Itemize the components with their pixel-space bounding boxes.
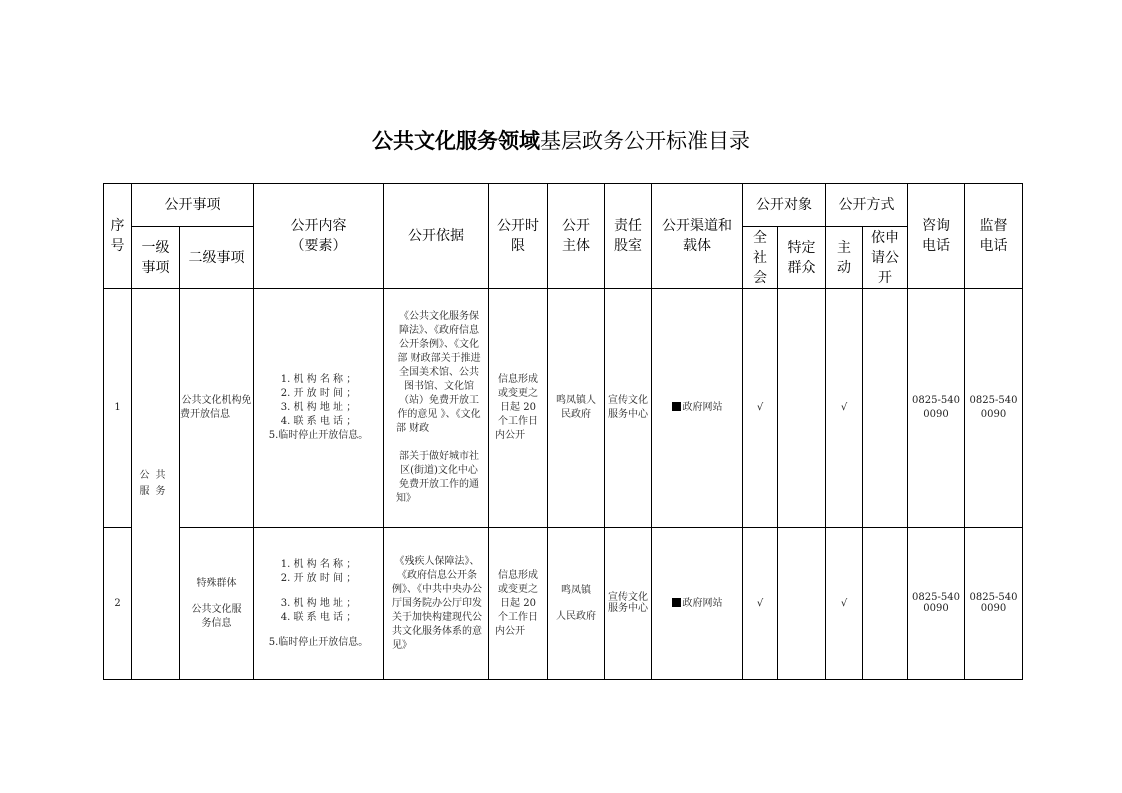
header-seq: 序号 <box>104 184 132 289</box>
square-bullet-icon <box>672 598 681 607</box>
title-bold-part: 公共文化服务领域 <box>372 129 540 153</box>
header-consult: 咨询电话 <box>908 184 965 289</box>
table-row <box>104 289 1023 528</box>
row-target-specific <box>778 289 826 528</box>
page-title <box>0 127 1122 155</box>
header-mode: 公开方式 <box>826 184 908 227</box>
row-level2: 公共文化机构免费开放信息 <box>180 289 254 528</box>
header-level1: 一级事项 <box>132 227 180 289</box>
square-bullet-icon <box>672 402 681 411</box>
row-basis: 《残疾人保障法》、《政府信息公开条例》、《中共中央办公厅国务院办公厅印发关于加快构建现代公共文化服务体系的意见》 <box>384 528 489 680</box>
row-dept: 宣传文化服务中心 <box>605 289 652 528</box>
header-supervise: 监督电话 <box>965 184 1023 289</box>
header-items: 公开事项 <box>132 184 254 227</box>
table-row <box>104 528 1023 680</box>
header-mode-apply: 依申请公开 <box>863 227 908 289</box>
row-basis: 《公共文化服务保障法》、《政府信息公开条例》、《文化部 财政部关于推进全国美术馆、公共图书馆、文化馆（站）免费开放工作的意见 》、《文化部 财政 部关于做好城市社区(街道)文化中心免费开放工作的通知》 <box>384 289 489 528</box>
row-subject: 鸣凤镇 人民政府 <box>548 528 605 680</box>
row-subject: 鸣凤镇人民政府 <box>548 289 605 528</box>
row-target-all: √ <box>743 528 778 680</box>
row-target-specific <box>778 528 826 680</box>
header-channel: 公开渠道和载体 <box>652 184 743 289</box>
header-time: 公开时限 <box>489 184 548 289</box>
row-level2: 特殊群体 公共文化服务信息 <box>180 528 254 680</box>
row-mode-active: √ <box>826 289 863 528</box>
row-mode-apply <box>863 289 908 528</box>
row-mode-active: √ <box>826 528 863 680</box>
header-row-1 <box>104 184 1023 227</box>
row-consult: 0825-5400090 <box>908 289 965 528</box>
header-subject: 公开主体 <box>548 184 605 289</box>
header-basis: 公开依据 <box>384 184 489 289</box>
row-time: 信息形成或变更之日起 20 个工作日内公开 <box>489 289 548 528</box>
header-dept: 责任股室 <box>605 184 652 289</box>
row-supervise: 0825-5400090 <box>965 528 1023 680</box>
row-consult: 0825-5400090 <box>908 528 965 680</box>
row-mode-apply <box>863 528 908 680</box>
header-target: 公开对象 <box>743 184 826 227</box>
row-target-all: √ <box>743 289 778 528</box>
header-target-all: 全社会 <box>743 227 778 289</box>
header-mode-active: 主动 <box>826 227 863 289</box>
header-target-specific: 特定群众 <box>778 227 826 289</box>
row-supervise: 0825-5400090 <box>965 289 1023 528</box>
row-channel: 政府网站 <box>652 289 743 528</box>
header-level2: 二级事项 <box>180 227 254 289</box>
catalog-table <box>103 183 1023 680</box>
row-content: 1. 机 构 名 称 ； 2. 开 放 时 间 ； 3. 机 构 地 址 ； 4. 联 系 电 话 ； 5.临时停止开放信息。 <box>254 289 384 528</box>
row-time: 信息形成或变更之日起 20 个工作日内公开 <box>489 528 548 680</box>
row-content: 1. 机 构 名 称 ； 2. 开 放 时 间 ； 3. 机 构 地 址 ； 4. 联 系 电 话 ； 5.临时停止开放信息。 <box>254 528 384 680</box>
row-seq: 1 <box>104 289 132 528</box>
row-dept: 宣传文化服务中心 <box>605 528 652 680</box>
row-seq: 2 <box>104 528 132 680</box>
header-content: 公开内容 （要素） <box>254 184 384 289</box>
row-channel: 政府网站 <box>652 528 743 680</box>
row-level1: 公共服务 <box>132 289 180 680</box>
title-rest-part: 基层政务公开标准目录 <box>540 129 750 153</box>
